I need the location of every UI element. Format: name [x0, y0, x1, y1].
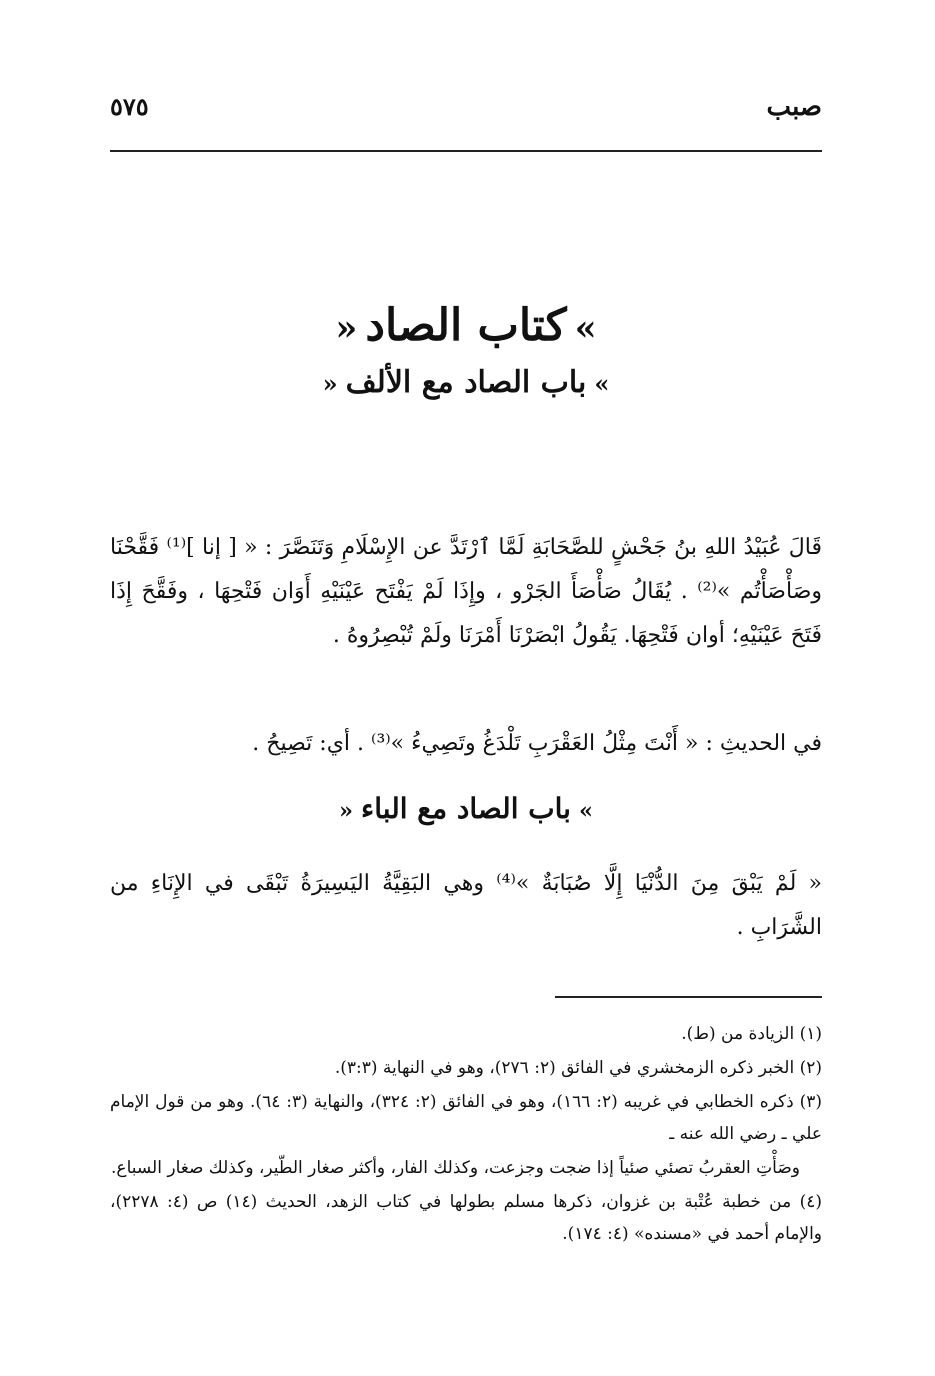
footnote: (٢) الخبر ذكره الزمخشري في الفائق (٢: ٢٧٦)، وهو في النهاية (٣:٣).: [334, 1058, 822, 1078]
page-number: ٥٧٥: [110, 92, 149, 121]
paragraph: قَالَ عُبَيْدُ اللهِ بنُ جَحْشٍ للصَّحَابَةِ لَمَّا ٱرْتَدَّ عن الإِسْلَامِ وَتَنَصَّرَ : « [ إنا ]⁽¹⁾ فَقَّحْنَا وصَأْصَأْتُم »⁽²⁾ . يُقَالُ صَأْصَأَ الجَرْو ، وإِذَا لَمْ يَفْتَح عَيْنَيْهِ أَوَان فَتْحِهَا ، وفَقَّحَ إِذَا فَتَحَ عَيْنَيْهِ؛ أوان فَتْحِهَا. يَقُولُ ابْصَرْنَا أَمْرَنَا ولَمْ تُبْصِرُوهُ .: [110, 535, 823, 648]
footnotes: [110, 1018, 822, 1252]
section-title-text: باب الصاد مع الباء: [361, 792, 571, 825]
paragraph: في الحديثِ : « أَنْتَ مِثْلُ العَقْرَبِ تَلْدَغُ وتَصِيءُ »⁽³⁾ . أي: تَصِيحُ .: [252, 731, 822, 756]
footnote: (١) الزيادة من (ط).: [681, 1024, 822, 1044]
footnote: (٤) من خطبة عُتْبة بن غزوان، ذكرها مسلم بطولها في كتاب الزهد، الحديث (١٤) ص (٤: ٢٢٧٨)، والإمام أحمد في «مسنده» (٤: ١٧٤).: [110, 1192, 822, 1244]
ornament-left-icon: «: [335, 308, 358, 349]
section-title: [110, 792, 822, 825]
book-title-text: كتاب الصاد: [365, 300, 567, 351]
chapter-title-text: باب الصاد مع الألف: [345, 365, 587, 400]
footnote-continuation: وصَأْتِ العقربُ تصئي صئياً إذا ضجت وجزعت، وكذلك الفار، وأكثر صغار الطّير، وكذلك صغار السباع.: [111, 1158, 800, 1178]
running-head: صبب: [766, 92, 822, 122]
footnote: (٣) ذكره الخطابي في غريبه (٢: ١٦٦)، وهو في الفائق (٢: ٣٢٤)، والنهاية (٣: ٦٤). وهو من قول الإمام علي ـ رضي الله عنه ـ: [110, 1092, 822, 1144]
ornament-left-icon: «: [322, 369, 338, 398]
page-header: [110, 92, 822, 142]
paragraph: « لَمْ يَبْقَ مِنَ الدُّنْيَا إِلَّا صُبَابَةٌ »⁽⁴⁾ وهي البَقِيَّةُ اليَسِيرَةُ تَبْقَى في الإِنَاءِ من الشَّرَابِ .: [110, 871, 822, 940]
chapter-title: [110, 365, 822, 400]
book-title: [110, 300, 822, 351]
ornament-left-icon: «: [339, 798, 354, 824]
footnote-rule: [555, 996, 822, 998]
header-rule: [110, 150, 822, 152]
ornament-right-icon: »: [574, 308, 597, 349]
ornament-right-icon: »: [578, 798, 593, 824]
ornament-right-icon: »: [594, 369, 610, 398]
